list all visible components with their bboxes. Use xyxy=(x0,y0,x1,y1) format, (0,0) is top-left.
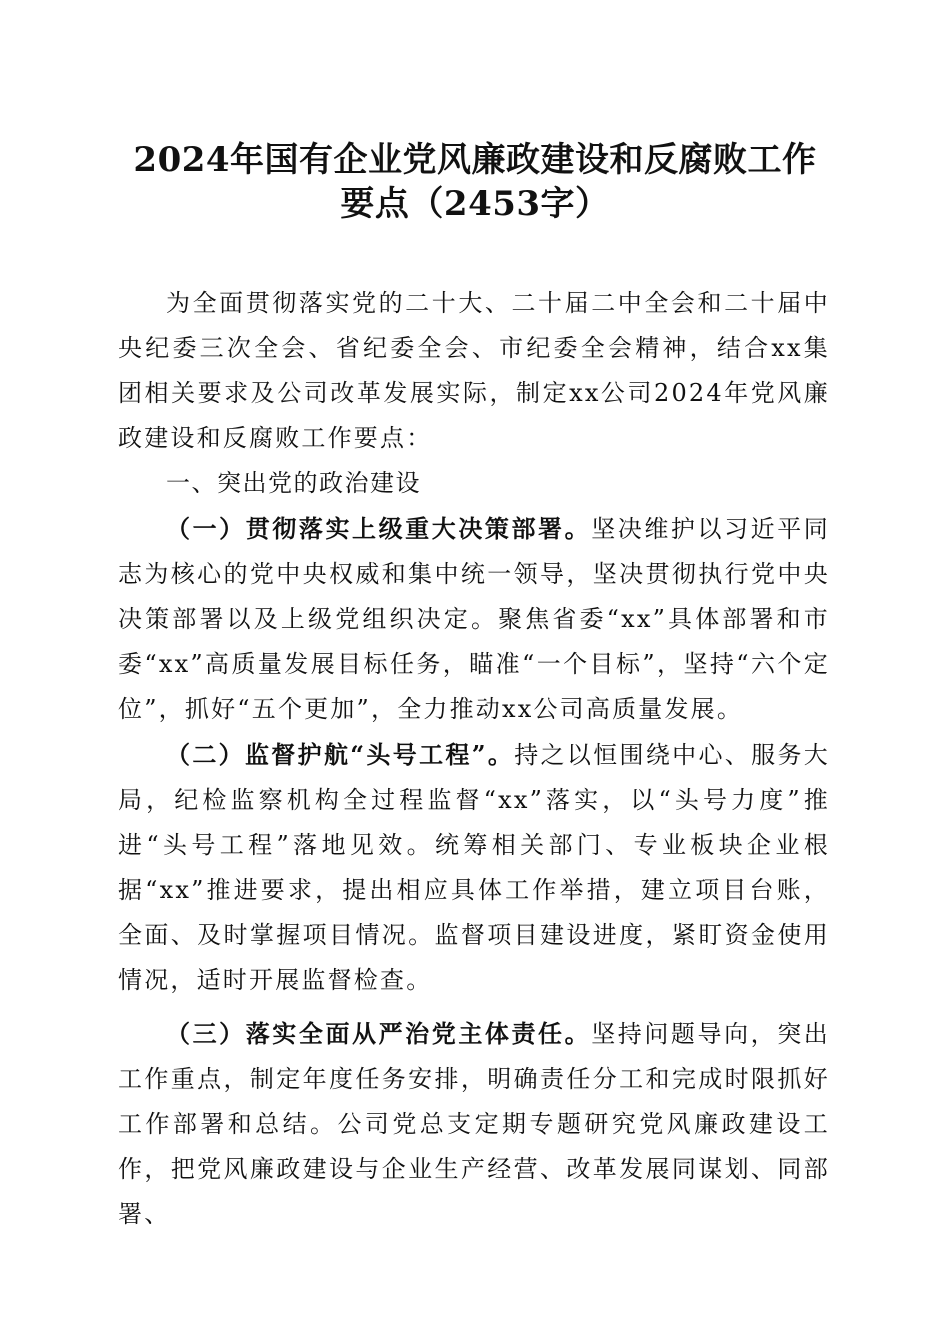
section-heading-1: 一、突出党的政治建设 xyxy=(166,469,421,497)
item-text-3: 坚持问题导向，突出工作重点，制定年度任务安排，明确责任分工和完成时限抓好工作部署和总结。公司党总支定期专题研究党风廉政建设工作，把党风廉政建设与企业生产经营、改革发展同谋划、同部署、 xyxy=(118,1020,830,1228)
title-line-1: 2024年国有企业党风廉政建设和反腐败工作 xyxy=(133,140,817,180)
title-line-2: 要点（2453字） xyxy=(340,184,610,224)
item-text-1: 坚决维护以习近平同志为核心的党中央权威和集中统一领导，坚决贯彻执行党中央决策部署以及上级党组织决定。聚焦省委“xx”具体部署和市委“xx”高质量发展目标任务，瞄准“一个目标”，坚持“六个定位”，抓好“五个更加”，全力推动xx公司高质量发展。 xyxy=(118,515,830,723)
item-paragraph-2 xyxy=(118,732,830,1003)
document-body xyxy=(118,281,830,1237)
item-paragraph-1 xyxy=(118,506,830,732)
intro-paragraph: 为全面贯彻落实党的二十大、二十届二中全会和二十届中央纪委三次全会、省纪委全会、市纪委全会精神，结合xx集团相关要求及公司改革发展实际，制定xx公司2024年党风廉政建设和反腐败工作要点： xyxy=(118,289,830,452)
item-paragraph-3 xyxy=(118,1011,830,1237)
document-title xyxy=(120,138,830,226)
item-lead-1: （一）贯彻落实上级重大决策部署。 xyxy=(166,514,592,543)
paragraph-gap xyxy=(118,1003,830,1011)
item-text-2: 持之以恒围绕中心、服务大局，纪检监察机构全过程监督“xx”落实，以“头号力度”推进“头号工程”落地见效。统筹相关部门、专业板块企业根据“xx”推进要求，提出相应具体工作举措，建立项目台账，全面、及时掌握项目情况。监督项目建设进度，紧盯资金使用情况，适时开展监督检查。 xyxy=(118,741,830,994)
item-lead-3: （三）落实全面从严治党主体责任。 xyxy=(166,1019,592,1048)
item-lead-2: （二）监督护航“头号工程”。 xyxy=(166,740,515,769)
